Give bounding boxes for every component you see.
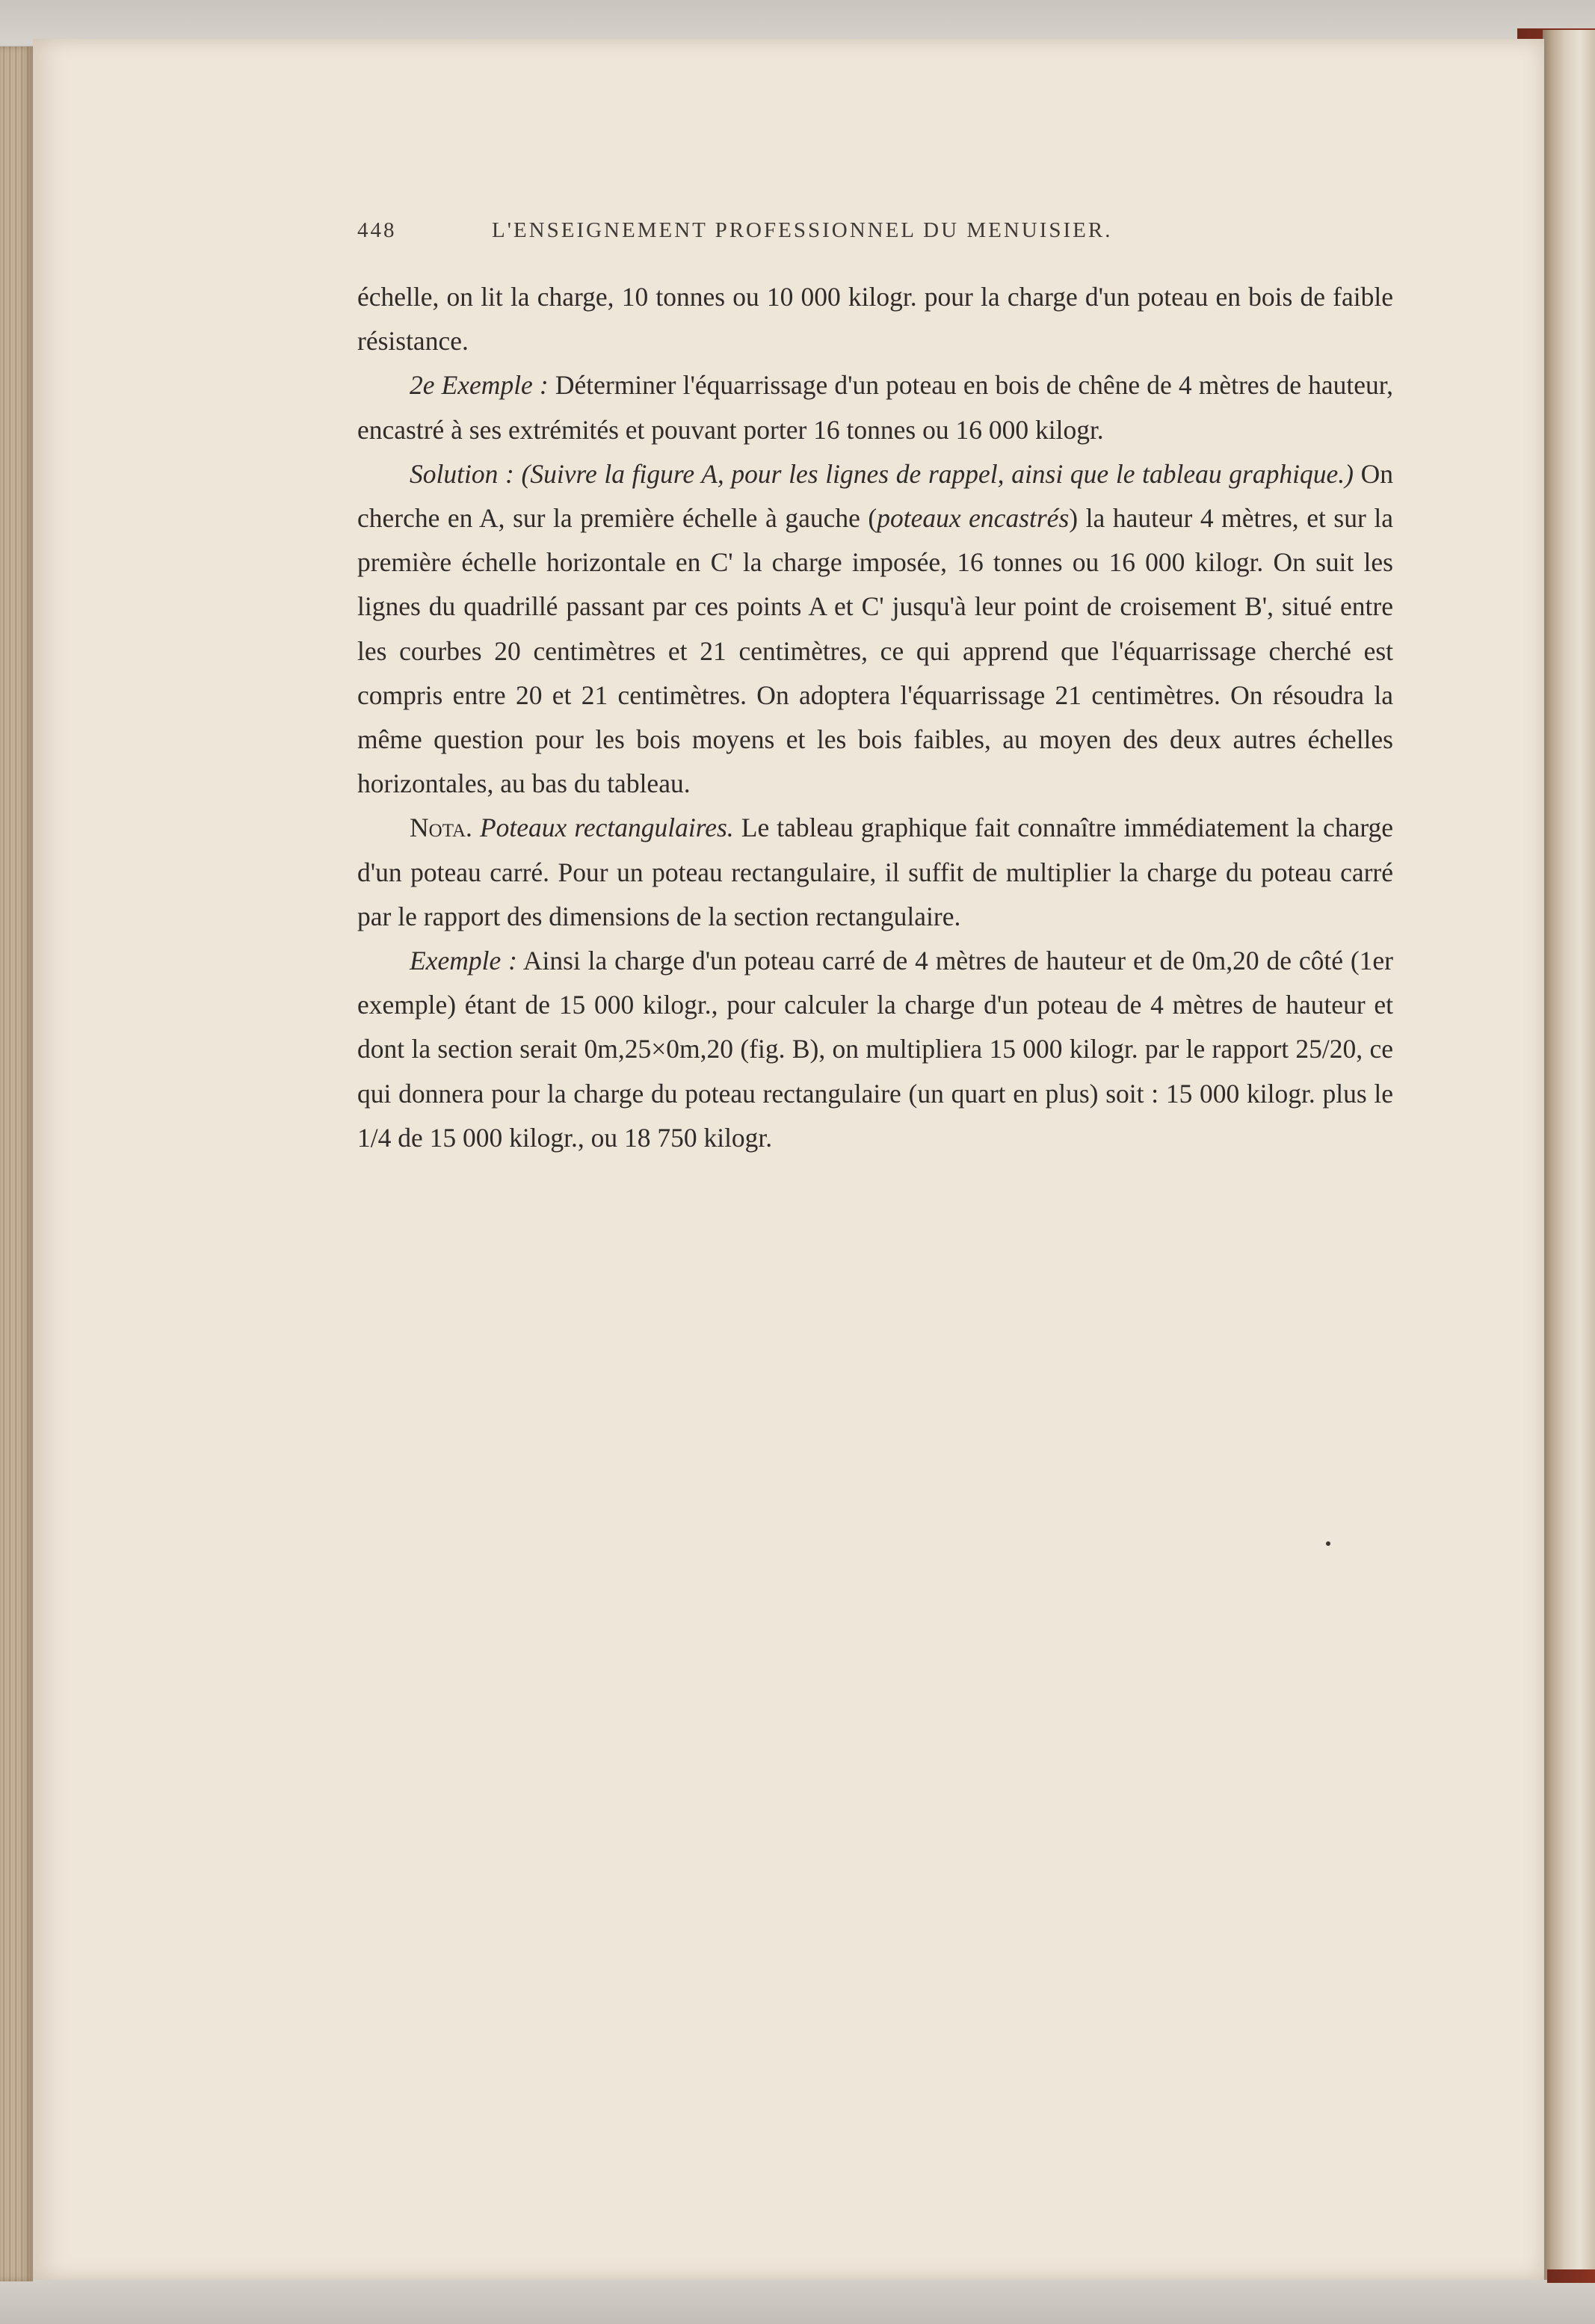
book-left-edge — [0, 46, 33, 2281]
running-header — [357, 218, 1393, 251]
paragraph-3 — [357, 452, 1393, 807]
scanner-background-bottom — [0, 2280, 1595, 2324]
text-segment — [472, 813, 480, 842]
text-segment-italic: Poteaux rectangulaires. — [479, 813, 734, 843]
book-cover-edge-bottom — [1547, 2269, 1595, 2283]
ink-speck — [1326, 1541, 1330, 1546]
paragraph-1 — [357, 275, 1393, 363]
text-segment-italic: Exemple : — [410, 946, 517, 976]
page-number: 448 — [357, 218, 397, 242]
text-segment: Ainsi la charge d'un poteau carré de 4 mètres de hauteur et de 0m,20 de côté (1er exemple) étant de 15 000 kilogr., pour calculer la charge d'un poteau de 4 mètres de hauteur et dont la section serait 0m,25×0m,20 (fig. B), on multipliera 15 000 kilogr. par le rapport 25/20, ce qui donnera pour la charge du poteau rectangulaire (un quart en plus) soit : 15 000 kilogr. plus le 1/4 de 15 000 kilogr., ou 18 750 kilogr. — [357, 946, 1393, 1153]
text-segment: échelle, on lit la charge, 10 tonnes ou 10 000 kilogr. pour la charge d'un poteau en bois de faible résistance. — [357, 282, 1393, 357]
text-segment: ) la hauteur 4 mètres, et sur la première échelle horizontale en C' la charge imposée, 16 tonnes ou 16 000 kilogr. On suit les lignes du quadrillé passant par ces points A et C' jusqu'à leur point de croisement B', situé entre les courbes 20 centimètres et 21 centimètres, ce qui apprend que l'équarrissage cherché est compris entre 20 et 21 centimètres. On adoptera l'équarrissage 21 centimètres. On résoudra la même question pour les bois moyens et les bois faibles, au moyen des deux autres échelles horizontales, au bas du tableau. — [357, 503, 1393, 799]
text-segment-italic: Solution : (Suivre la figure A, pour les lignes de rappel, ainsi que le tableau graphique.) — [410, 458, 1354, 489]
text-segment-italic: poteaux encastrés — [877, 503, 1070, 534]
text-segment: Déterminer l'équarrissage d'un poteau en bois de chêne de 4 mètres de hauteur, encastré à ses extrémités et pouvant porter 16 tonnes ou 16 000 kilogr. — [357, 370, 1393, 445]
text-segment-smallcaps: Nota. — [410, 813, 472, 843]
scanner-background-top — [0, 0, 1595, 45]
text-segment: On cherche en A, sur la première échelle à gauche ( — [357, 458, 1394, 534]
text-segment: Le tableau graphique fait connaître immédiatement la charge d'un poteau carré. Pour un poteau rectangulaire, il suffit de multiplier la charge du poteau carré par le rapport des dimensions de la section rectangulaire. — [357, 813, 1394, 931]
paragraph-5 — [357, 939, 1393, 1160]
paragraph-2 — [357, 363, 1393, 451]
text-segment-italic: 2e Exemple : — [410, 370, 549, 401]
running-title: L'ENSEIGNEMENT PROFESSIONNEL DU MENUISIER. — [492, 218, 1113, 242]
book-right-edge — [1543, 30, 1595, 2280]
paragraph-4 — [357, 806, 1393, 939]
body-text — [357, 275, 1393, 1160]
